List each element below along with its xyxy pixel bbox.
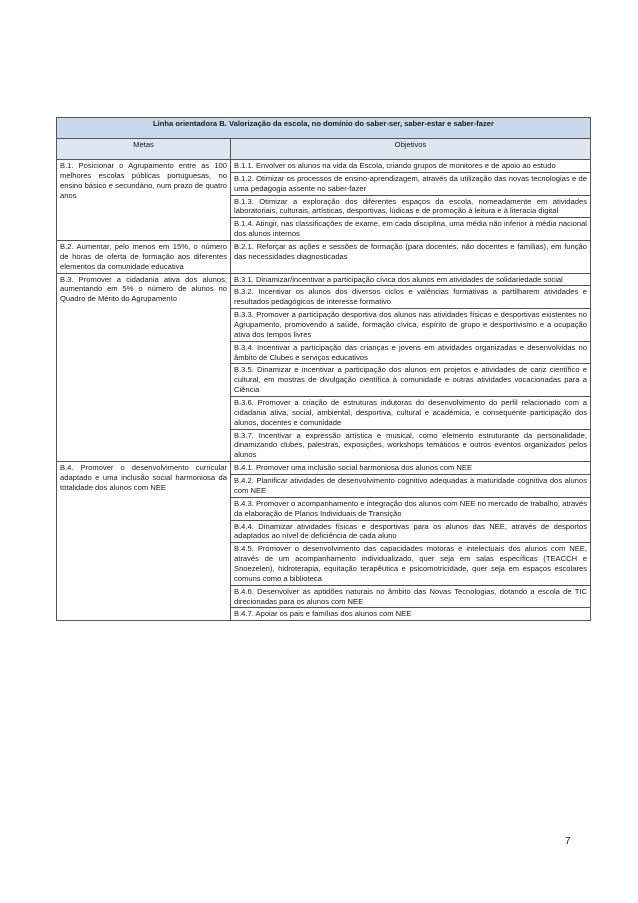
objective-cell: B.3.5. Dinamizar e incentivar a participação dos alunos em projetos e atividades de cariz científico e cultural, em mostras de divulgação científica à comunidade e outras atividades vocacionadas para a Ciência <box>231 364 591 397</box>
objective-cell: B.4.3. Promover o acompanhamento e integração dos alunos com NEE no mercado de trabalho, através da elaboração de Planos Individuais de Transição <box>231 497 591 520</box>
objective-cell: B.4.5. Promover o desenvolvimento das capacidades motoras e intelectuais dos alunos com NEE, através de um acompanhamento individualizado, quer seja em salas específicas (TEACCH e Snoezelen), hidroterapia, equitação terapêutica e psicomotricidade, quer seja em espaços escolares comuns como a biblioteca <box>231 543 591 585</box>
objective-cell: B.1.2. Otimizar os processos de ensino-aprendizagem, através da utilização das novas tecnologias e de uma pedagogia assente no saber-fazer <box>231 172 591 195</box>
objective-cell: B.3.2. Incentivar os alunos dos diversos ciclos e valências formativas a partilharem atividades e resultados pedagógicos de interesse formativo <box>231 286 591 309</box>
objective-cell: B.3.1. Dinamizar/incentivar a participação cívica dos alunos em atividades de solidariedade social <box>231 273 591 286</box>
objective-cell: B.4.4. Dinamizar atividades físicas e desportivas para os alunos das NEE, através de desportos adaptados ao nível de deficiência de cada aluno <box>231 520 591 543</box>
objective-cell: B.2.1. Reforçar as ações e sessões de formação (para docentes, não docentes e famílias), em função das necessidades diagnosticadas <box>231 241 591 274</box>
table-body <box>57 160 591 621</box>
column-header-metas: Metas <box>57 139 231 160</box>
table-row <box>57 462 591 475</box>
table-header-row <box>57 139 591 160</box>
table-row <box>57 160 591 173</box>
meta-cell: B.1. Posicionar o Agrupamento entre as 100 melhores escolas públicas portuguesas, no ensino básico e secundário, num prazo de quatro anos <box>57 160 231 241</box>
objective-cell: B.1.4. Atingir, nas classificações de exame, em cada disciplina, uma média não inferior à média nacional dos alunos internos <box>231 218 591 241</box>
meta-cell: B.2. Aumentar, pelo menos em 15%, o número de horas de oferta de formação aos diferentes elementos da comunidade educativa <box>57 241 231 274</box>
goals-table <box>56 117 591 621</box>
table-row <box>57 273 591 286</box>
objective-cell: B.4.1. Promover uma inclusão social harmoniosa dos alunos com NEE <box>231 462 591 475</box>
objective-cell: B.3.3. Promover a participação desportiva dos alunos nas atividades físicas e desportivas existentes no Agrupamento, promovendo a saúde, formação cívica, espírito de grupo e desportivismo e a ocupação ativa dos tempos livres <box>231 309 591 342</box>
objective-cell: B.3.4. Incentivar a participação das crianças e jovens em atividades organizadas e desenvolvidas no âmbito de Clubes e serviços educativos <box>231 341 591 364</box>
table-row <box>57 241 591 274</box>
column-header-objetivos: Objetivos <box>231 139 591 160</box>
objective-cell: B.3.6. Promover a criação de estruturas indutoras do desenvolvimento do perfil relacionado com a cidadania ativa, social, ambiental, desportiva, cultural e académica, e consequente participação dos alunos, docentes e comunidade <box>231 397 591 430</box>
objective-cell: B.3.7. Incentivar a expressão artística e musical, como elemento estruturante da personalidade, dinamizando clubes, palestras, exposições, workshops temáticos e outros eventos organizados pelos alunos <box>231 429 591 462</box>
objective-cell: B.4.6. Desenvolver as aptidões naturais no âmbito das Novas Tecnologias, dotando a escola de TIC direcionadas para os alunos com NEE <box>231 585 591 608</box>
table-title-row <box>57 118 591 139</box>
page-number: 7 <box>565 836 571 847</box>
meta-cell: B.4. Promover o desenvolvimento curricular adaptado e uma inclusão social harmoniosa da totalidade dos alunos com NEE <box>57 462 231 621</box>
table-title: Linha orientadora B. Valorização da escola, no domínio do saber-ser, saber-estar e saber-fazer <box>57 118 591 139</box>
meta-cell: B.3. Promover a cidadania ativa dos alunos, aumentando em 5% o número de alunos no Quadro de Mérito do Agrupamento <box>57 273 231 462</box>
objective-cell: B.4.7. Apoiar os pais e famílias dos alunos com NEE <box>231 608 591 621</box>
objective-cell: B.1.3. Otimizar a exploração dos diferentes espaços da escola, nomeadamente em atividades laboratoriais, culturais, artísticas, desportivas, lúdicas e de promoção à leitura e à literacia digital <box>231 195 591 218</box>
objective-cell: B.1.1. Envolver os alunos na vida da Escola, criando grupos de monitores e de apoio ao estudo <box>231 160 591 173</box>
objective-cell: B.4.2. Planificar atividades de desenvolvimento cognitivo adequadas à maturidade cognitiva dos alunos com NEE <box>231 475 591 498</box>
